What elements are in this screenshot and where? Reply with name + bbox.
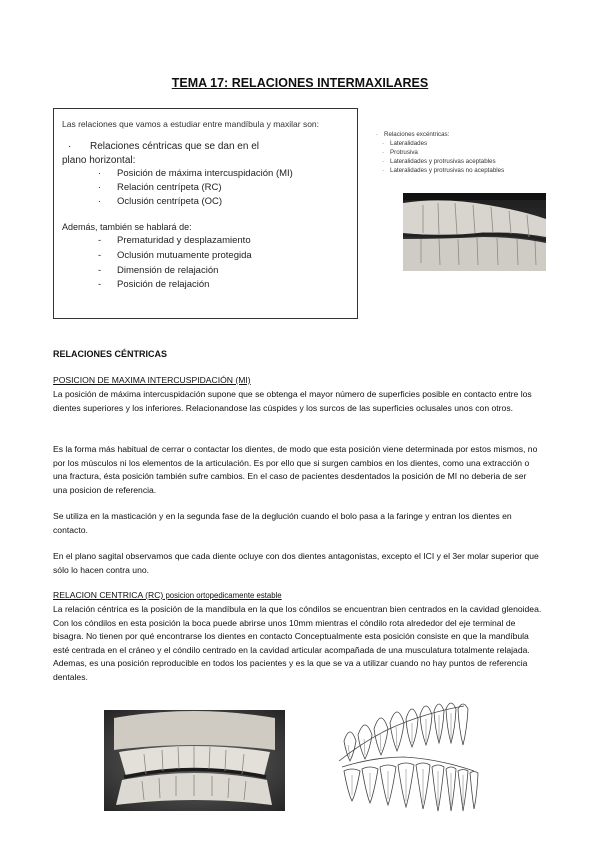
centric-subitem <box>62 196 357 209</box>
centric-subitem <box>62 168 357 181</box>
centric-subitem-text: Oclusión centrípeta (OC) <box>117 196 223 208</box>
dental-cast-side-photo <box>403 193 546 271</box>
bullet-dash: - <box>98 249 102 261</box>
bullet-dash: - <box>98 235 102 247</box>
plano-horizontal: plano horizontal: <box>62 154 136 166</box>
bullet-dash: - <box>98 279 102 291</box>
eccentric-item <box>376 167 504 176</box>
centric-subitem-text: Relación centrípeta (RC) <box>117 182 222 194</box>
also-subitem <box>62 250 357 263</box>
eccentric-item-text: Lateralidades y protrusivas no aceptables <box>390 166 505 174</box>
eccentric-relations-list <box>376 131 504 176</box>
eccentric-item-text: Lateralidades <box>390 139 428 147</box>
centric-subitem-text: Posición de máxima intercuspidación (MI) <box>117 168 293 180</box>
rc-heading <box>53 590 282 600</box>
eccentric-item <box>376 158 504 167</box>
teeth-line-drawing <box>334 701 482 823</box>
page-title: TEMA 17: RELACIONES INTERMAXILARES <box>171 76 429 90</box>
rc-heading-text: RELACION CENTRICA (RC) <box>53 590 164 600</box>
rc-heading-suffix: posicion ortopedicamente estable <box>163 591 282 600</box>
bullet-dot: · <box>68 141 72 153</box>
also-subitem-text: Posición de relajación <box>117 279 210 291</box>
mi-paragraph-3: Se utiliza en la masticación y en la segunda fase de la deglución cuando el bolo pasa a la faringe y entran los dientes en contacto. <box>53 511 512 535</box>
also-heading: Además, también se hablará de: <box>62 221 192 232</box>
centric-subitem <box>62 182 357 195</box>
mi-paragraph-4: En el plano sagital observamos que cada diente ocluye con dos dientes antagonistas, excepto el ICI y el 3er molar superior que sólo lo hacen contra uno. <box>53 551 539 575</box>
bullet-dot: · <box>98 182 102 194</box>
eccentric-head-text: Relaciones excéntricas: <box>384 131 450 138</box>
eccentric-item <box>376 149 504 158</box>
also-subitem <box>62 265 357 278</box>
box-intro: Las relaciones que vamos a estudiar entre mandíbula y maxilar son: <box>62 119 320 129</box>
relations-summary-box <box>53 108 358 319</box>
bullet-dash: - <box>98 264 102 276</box>
bullet-dot: · <box>382 166 385 174</box>
mi-paragraph-2: Es la forma más habitual de cerrar o contactar los dientes, de modo que esta posición viene determinada por estos mismos, no por los músculos ni los elementos de la articulación. Es por ello que si surgen cambios en los dientes, como una extracción o una fractura, ésta posición también sufre cambios. En el caso de pacientes desdentados la posición de MI no deberia de ser una posicion de referencia. <box>53 444 538 495</box>
centric-item-text: Relaciones céntricas que se dan en el <box>90 141 259 153</box>
bullet-dot: · <box>382 157 385 165</box>
eccentric-item-text: Lateralidades y protrusivas aceptables <box>390 157 496 165</box>
also-subitem <box>62 279 357 292</box>
eccentric-item <box>376 140 504 149</box>
mi-heading: POSICION DE MAXIMA INTERCUSPIDACIÓN (MI) <box>53 375 251 385</box>
dental-cast-front-photo <box>104 710 285 811</box>
bullet-dot: · <box>376 131 379 138</box>
rc-paragraph-1: La relación céntrica es la posición de la mandíbula en la que los cóndilos se encuentran bien centrados en la cavidad glenoidea. Con los cóndilos en esta posición la boca puede abrirse unos 10mm mientras el cóndilo rota alrededor del eje terminal de bisagra. No tienen por qué encontrarse los dientes en contacto Conceptualmente esta posición consiste en que la mandíbula esté centrada en el cráneo y el cóndilo centrado en la cavidad articular acompañada de una musculatura totalmente relajada. Ademas, es una posición reproducible en todos los pacientes y es la que se va a utilizar cuando no hay puntos de referencia dentales. <box>53 604 542 682</box>
section-heading: RELACIONES CÉNTRICAS <box>53 349 168 359</box>
centric-item <box>62 140 357 154</box>
also-subitem-text: Prematuridad y desplazamiento <box>117 235 251 247</box>
bullet-dot: · <box>98 196 102 208</box>
also-subitem <box>62 235 357 248</box>
bullet-dot: · <box>382 139 385 147</box>
bullet-dot: · <box>382 148 385 156</box>
also-subitem-text: Oclusión mutuamente protegida <box>117 249 252 261</box>
eccentric-item-text: Protrusiva <box>390 148 418 156</box>
mi-paragraph-1: La posición de máxima intercuspidación supone que se obtenga el mayor número de superficies posible en contacto entre los dientes superiores y los inferiores. Relacionandose las cúspides y los surcos de las superficies oclusales unos con otros. <box>53 389 532 413</box>
bullet-dot: · <box>98 168 102 180</box>
also-subitem-text: Dimensión de relajación <box>117 264 219 276</box>
eccentric-head <box>376 131 504 140</box>
